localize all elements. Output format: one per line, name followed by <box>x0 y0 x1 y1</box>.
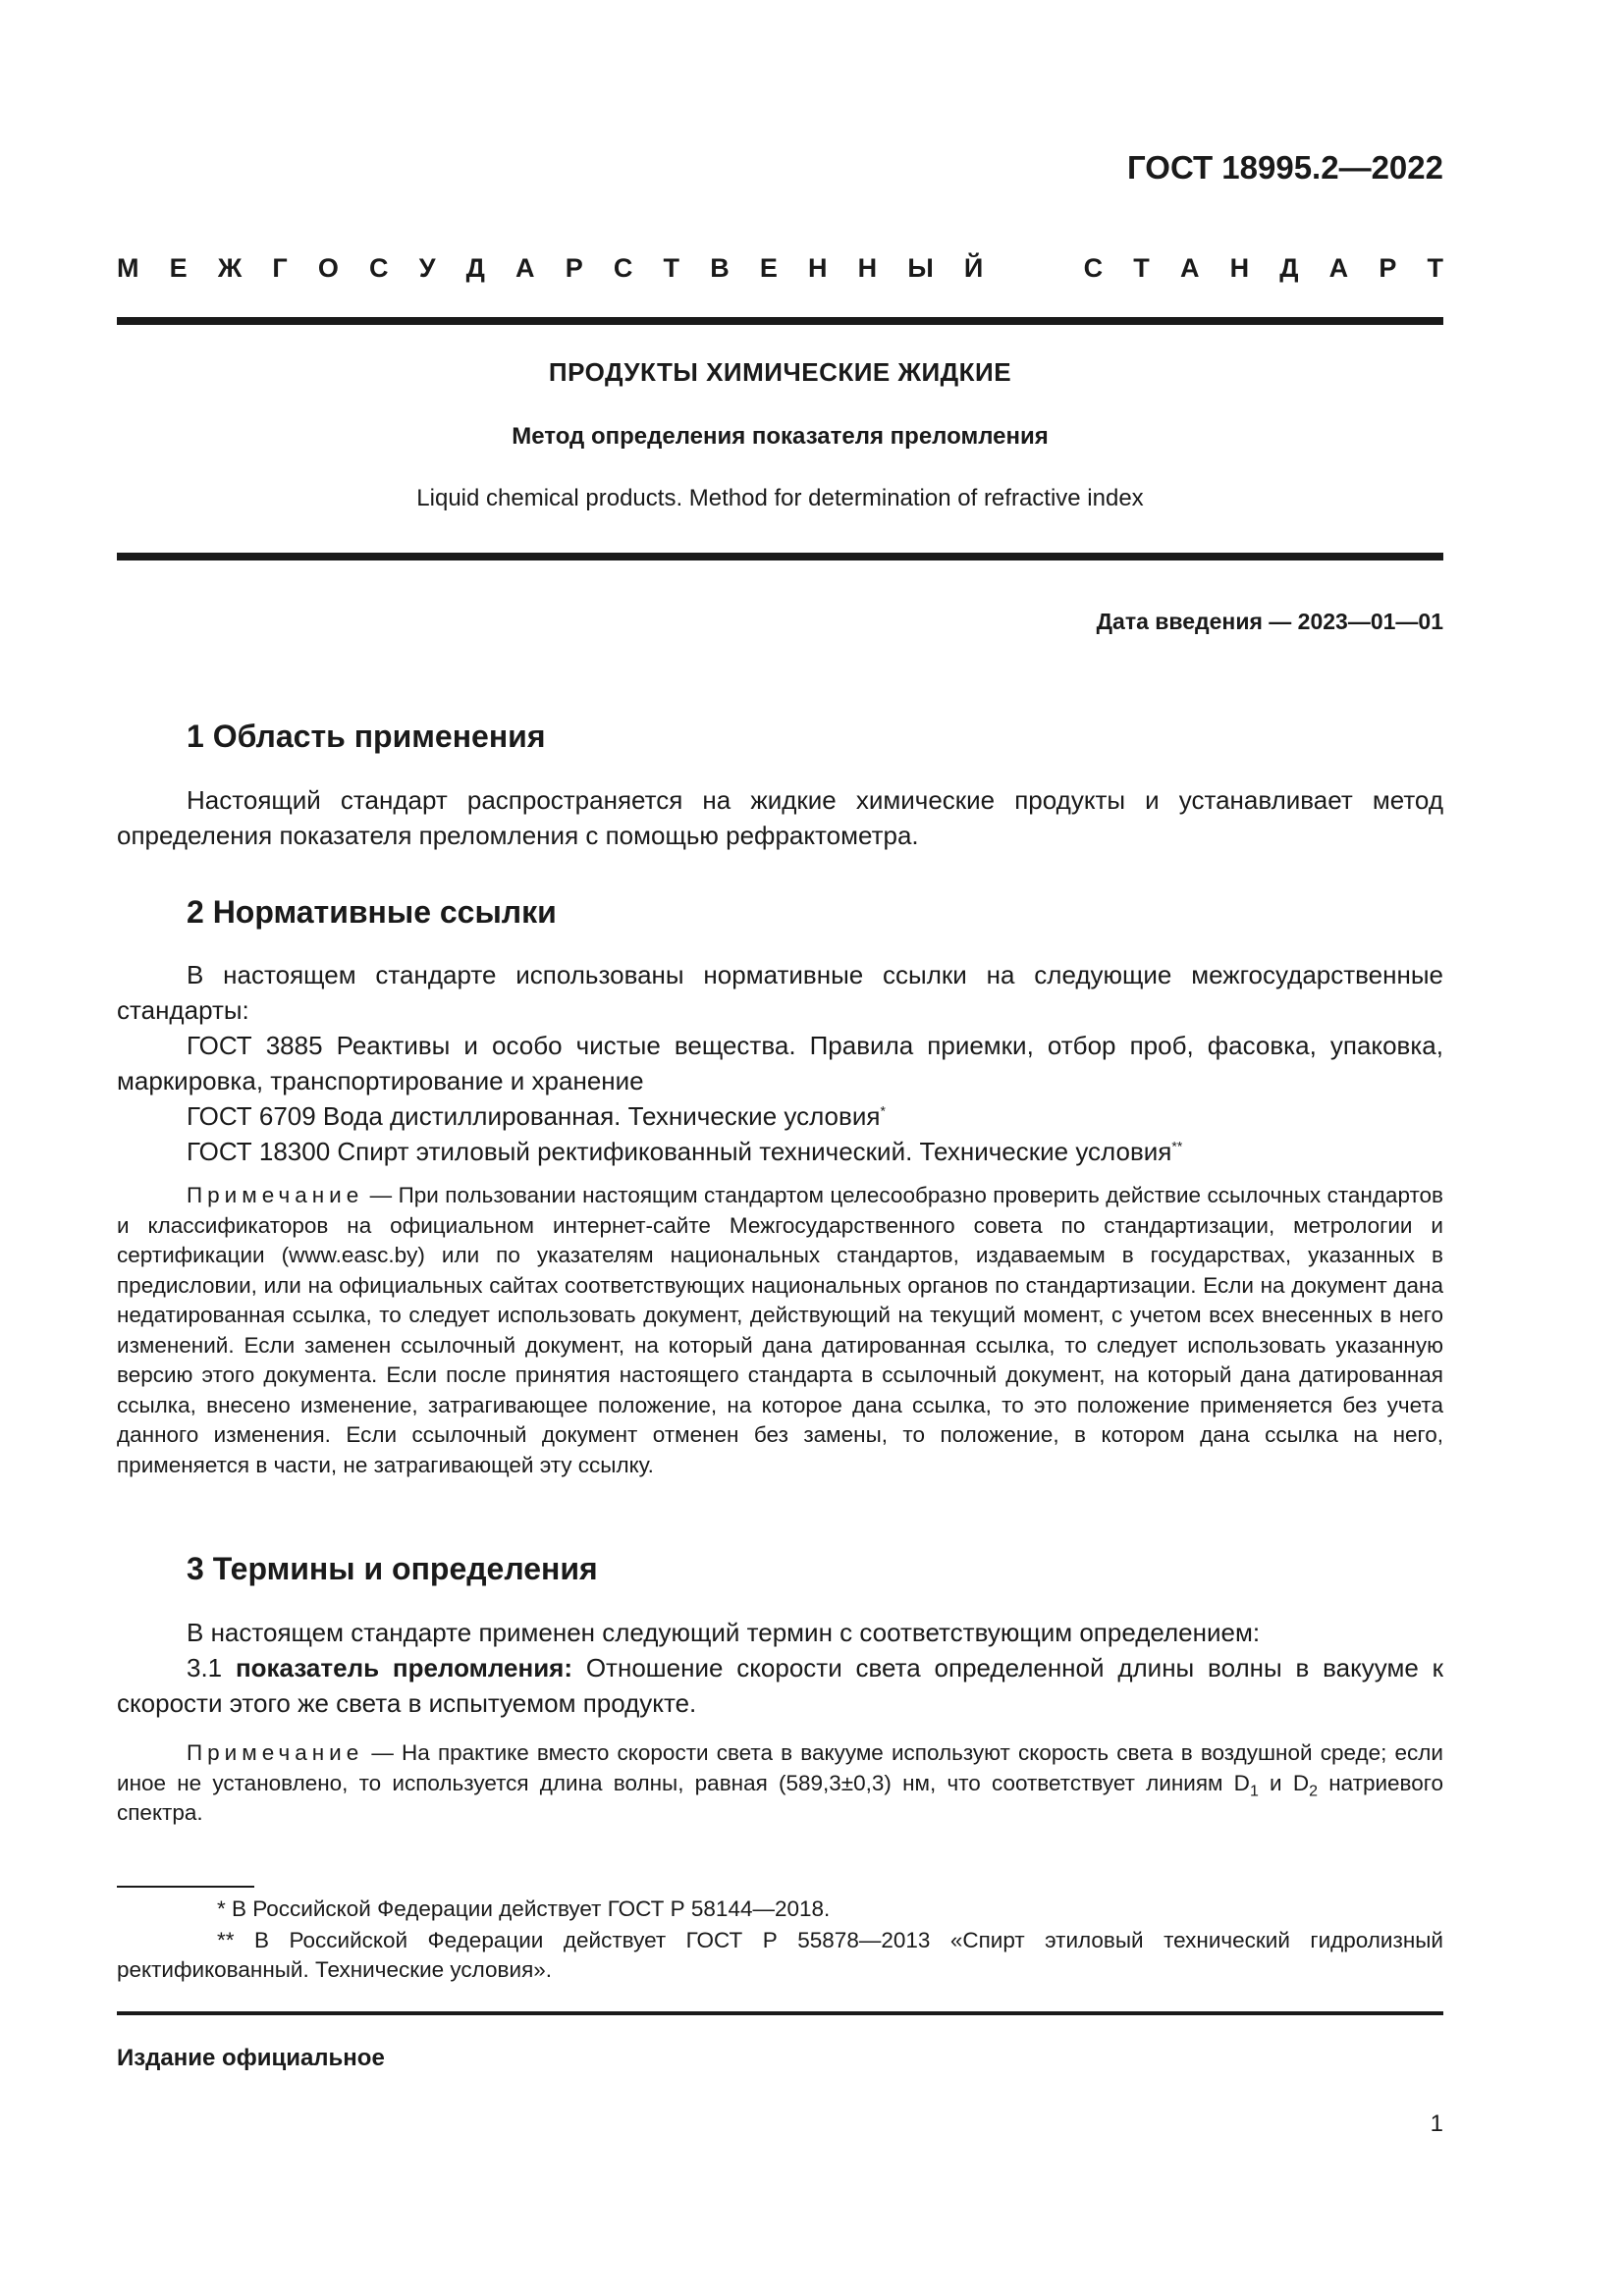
note-text: — На практике вместо скорости света в вакууме используют скорость света в воздушной среде; если иное не установлено, то используется длина волны, равная (589,3±0,3) нм, что соответствует линиям D <box>117 1740 1443 1795</box>
banner-letter: Н <box>808 253 828 283</box>
note-label: Примечание <box>187 1740 364 1765</box>
banner-letter: А <box>1179 253 1200 283</box>
subscript: 1 <box>1249 1783 1259 1799</box>
note-label: Примечание <box>187 1183 364 1207</box>
terms-block <box>117 1615 1443 1721</box>
banner-letter: Г <box>272 253 288 283</box>
header-rule-top <box>117 317 1443 325</box>
banner-letter: Е <box>169 253 188 283</box>
banner-letter: Ы <box>907 253 934 283</box>
banner-letter: В <box>710 253 730 283</box>
section-heading-scope: 1 Область применения <box>187 719 546 754</box>
banner-letter: А <box>515 253 535 283</box>
reference-item <box>117 1098 1443 1134</box>
standard-banner <box>117 253 1443 284</box>
english-title: Liquid chemical products. Method for determination of refractive index <box>416 485 1144 511</box>
note-text: и D <box>1258 1770 1310 1795</box>
banner-letter: Т <box>663 253 680 283</box>
section-heading-terms: 3 Термины и определения <box>187 1551 598 1586</box>
section-heading-references: 2 Нормативные ссылки <box>187 894 557 930</box>
references-intro: В настоящем стандарте использованы нормативные ссылки на следующие межгосударственные стандарты: <box>117 960 1443 1025</box>
footnote: * В Российской Федерации действует ГОСТ Р 58144—2018. <box>217 1896 831 1921</box>
banner-letter: Т <box>1427 253 1443 283</box>
banner-letter: С <box>369 253 389 283</box>
banner-letter: А <box>1328 253 1349 283</box>
term-definition <box>117 1650 1443 1721</box>
footnote-mark: ** <box>1171 1138 1183 1154</box>
banner-letter: У <box>418 253 436 283</box>
term-text: Отношение скорости света определенной длины волны в вакууме к скорости этого же света в испытуемом продукте. <box>117 1653 1443 1718</box>
subscript: 2 <box>1309 1783 1318 1799</box>
banner-letter: М <box>117 253 139 283</box>
banner-letter: С <box>1083 253 1104 283</box>
banner-letter: Т <box>1133 253 1150 283</box>
references-note <box>117 1181 1443 1480</box>
banner-letter: Р <box>565 253 583 283</box>
reference-text: ГОСТ 18300 Спирт этиловый ректификованный технический. Технические условия <box>187 1137 1172 1166</box>
banner-letter: Н <box>857 253 878 283</box>
scope-paragraph: Настоящий стандарт распространяется на жидкие химические продукты и устанавливает метод определения показателя преломления с помощью рефрактометра. <box>117 785 1443 850</box>
introduction-date: Дата введения — 2023—01—01 <box>1096 609 1443 634</box>
term-name: показатель преломления: <box>235 1653 573 1682</box>
page-number: 1 <box>1430 2110 1443 2137</box>
note-text: натриевого спектра. <box>117 1770 1443 1825</box>
footnote-mark: * <box>880 1102 886 1119</box>
banner-letter: Н <box>1229 253 1250 283</box>
banner-letter: Д <box>1279 253 1299 283</box>
banner-letter: Ж <box>217 253 243 283</box>
footer-rule <box>117 2011 1443 2015</box>
note-text: — При пользовании настоящим стандартом целесообразно проверить действие ссылочных стандартов и классификаторов на официальном интернет-сайте Межгосударственного совета по стандартизации, метрологии и сертификации (www.easc.by) или по указателям национальных стандартов, издаваемым в государствах, указанных в предисловии, или на официальных сайтах соответствующих национальных органов по стандартизации. Если на документ дана недатированная ссылка, то следует использовать документ, действующий на текущий момент, с учетом всех внесенных в него изменений. Если заменен ссылочный документ, на который дана датированная ссылка, то следует использовать указанную версию этого документа. Если после принятия настоящего стандарта в ссылочный документ, на который дана датированная ссылка, внесено изменение, затрагивающее положение, на которое дана ссылка, то это положение применяется без учета данного изменения. Если ссылочный документ отменен без замены, то положение, в котором дана ссылка на него, применяется в части, не затрагивающей эту ссылку. <box>117 1183 1443 1477</box>
banner-gap <box>1013 253 1053 284</box>
banner-letter: Е <box>759 253 778 283</box>
reference-text: ГОСТ 6709 Вода дистиллированная. Технические условия <box>187 1101 881 1131</box>
reference-item <box>117 1134 1443 1169</box>
footnote: ** В Российской Федерации действует ГОСТ Р 55878—2013 «Спирт этиловый технический гидролизный ректификованный. Технические условия». <box>117 1928 1443 1982</box>
banner-letter: С <box>613 253 633 283</box>
banner-letter: О <box>317 253 339 283</box>
edition-label: Издание официальное <box>117 2045 385 2071</box>
references-block <box>117 957 1443 1169</box>
document-title: ПРОДУКТЫ ХИМИЧЕСКИЕ ЖИДКИЕ <box>548 357 1012 387</box>
banner-letter: Й <box>963 253 984 283</box>
banner-letter: Р <box>1379 253 1397 283</box>
terms-note <box>117 1738 1443 1829</box>
footnote-separator <box>117 1886 254 1888</box>
reference-item: ГОСТ 3885 Реактивы и особо чистые вещества. Правила приемки, отбор проб, фасовка, упаковка, маркировка, транспортирование и хранение <box>117 1031 1443 1095</box>
gost-number: ГОСТ 18995.2—2022 <box>1127 149 1443 186</box>
terms-intro: В настоящем стандарте применен следующий термин с соответствующим определением: <box>187 1618 1261 1647</box>
header-rule-bottom <box>117 553 1443 561</box>
term-number: 3.1 <box>187 1653 236 1682</box>
banner-letter: Д <box>465 253 485 283</box>
document-subtitle: Метод определения показателя преломления <box>512 423 1049 450</box>
